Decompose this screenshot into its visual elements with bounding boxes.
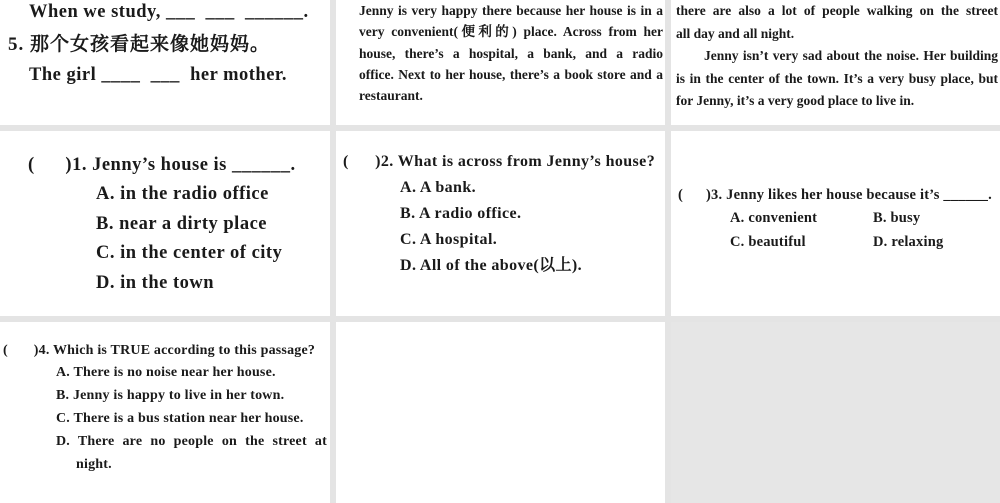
- answer-bracket: ( ): [28, 155, 73, 175]
- option-d-continuation: night.: [76, 456, 112, 472]
- question-4-options: [56, 361, 327, 476]
- passage-line: is in the center of the town. It’s a very busy place, but: [676, 70, 998, 86]
- question-3-stem-row: [678, 183, 992, 207]
- passage-line: Jenny isn’t very sad about the noise. Her building: [704, 48, 998, 63]
- answer-bracket: ( ): [343, 153, 381, 170]
- passage-panel-part-2: [671, 0, 1000, 125]
- question-4-stem: 4. Which is TRUE according to this passage?: [38, 342, 316, 358]
- passage-line: house, there’s a hospital, a bank, and a radio: [359, 45, 663, 61]
- option-b: B. Jenny is happy to live in her town.: [56, 387, 285, 403]
- passage-line: all day and all night.: [676, 25, 795, 41]
- option-d: D. There are no people on the street at: [56, 433, 327, 449]
- passage-line: for Jenny, it’s a very good place to live in.: [676, 93, 915, 108]
- question-1-options: [96, 180, 282, 299]
- passage-panel-part-1: [336, 0, 665, 125]
- question-3-stem: 3. Jenny likes her house because it’s ______.: [711, 187, 992, 203]
- question-5-english-blanks: The girl ____ ___ her mother.: [29, 65, 288, 85]
- option-c: C. There is a bus station near her house.: [56, 410, 304, 426]
- question-4-panel: [0, 322, 330, 503]
- passage-line: there are also a lot of people walking on the street: [676, 3, 998, 18]
- option-a: A. convenient: [730, 210, 818, 226]
- question-2-stem: 2. What is across from Jenny’s house?: [380, 153, 656, 170]
- answer-bracket: ( ): [678, 187, 712, 203]
- option-c: C. beautiful: [730, 234, 806, 250]
- option-a: A. There is no noise near her house.: [56, 364, 276, 380]
- passage-line: office. Next to her house, there’s a book store and a: [359, 66, 663, 82]
- question-1-panel: [0, 131, 330, 316]
- option-a: A. A bank.: [400, 179, 477, 196]
- passage-line: Jenny is very happy there because her house is in a: [359, 3, 663, 18]
- fill-in-blank-panel: [0, 0, 330, 125]
- option-d: D. All of the above(以上).: [400, 257, 583, 274]
- question-1-stem-row: [28, 150, 296, 180]
- sentence-with-blanks: When we study, ___ ___ ______.: [29, 2, 309, 22]
- option-d: D. relaxing: [873, 234, 944, 250]
- answer-bracket: ( ): [3, 342, 39, 358]
- question-2-panel: [336, 131, 665, 316]
- option-d: D. in the town: [96, 273, 215, 294]
- question-1-stem: 1. Jenny’s house is ______.: [72, 155, 296, 175]
- passage-line: very convenient(便利的) place. Across from her: [359, 24, 663, 40]
- option-a: A. in the radio office: [96, 184, 269, 204]
- passage-paragraph-1: [359, 0, 663, 106]
- empty-white-panel: [336, 322, 665, 503]
- question-2-stem-row: [343, 149, 655, 175]
- empty-gray-cell: [671, 322, 1000, 503]
- question-3-panel: [671, 131, 1000, 316]
- question-4-stem-row: [3, 339, 315, 362]
- question-2-options: [400, 175, 582, 279]
- option-b: B. near a dirty place: [96, 213, 267, 234]
- option-b: B. busy: [873, 210, 921, 226]
- option-c: C. A hospital.: [400, 231, 498, 248]
- option-b: B. A radio office.: [400, 205, 522, 222]
- option-c: C. in the center of city: [96, 243, 283, 264]
- question-5-chinese-prompt: 5. 那个女孩看起来像她妈妈。: [8, 34, 271, 55]
- passage-line: restaurant.: [359, 88, 423, 104]
- passage-paragraph-2: [676, 0, 998, 113]
